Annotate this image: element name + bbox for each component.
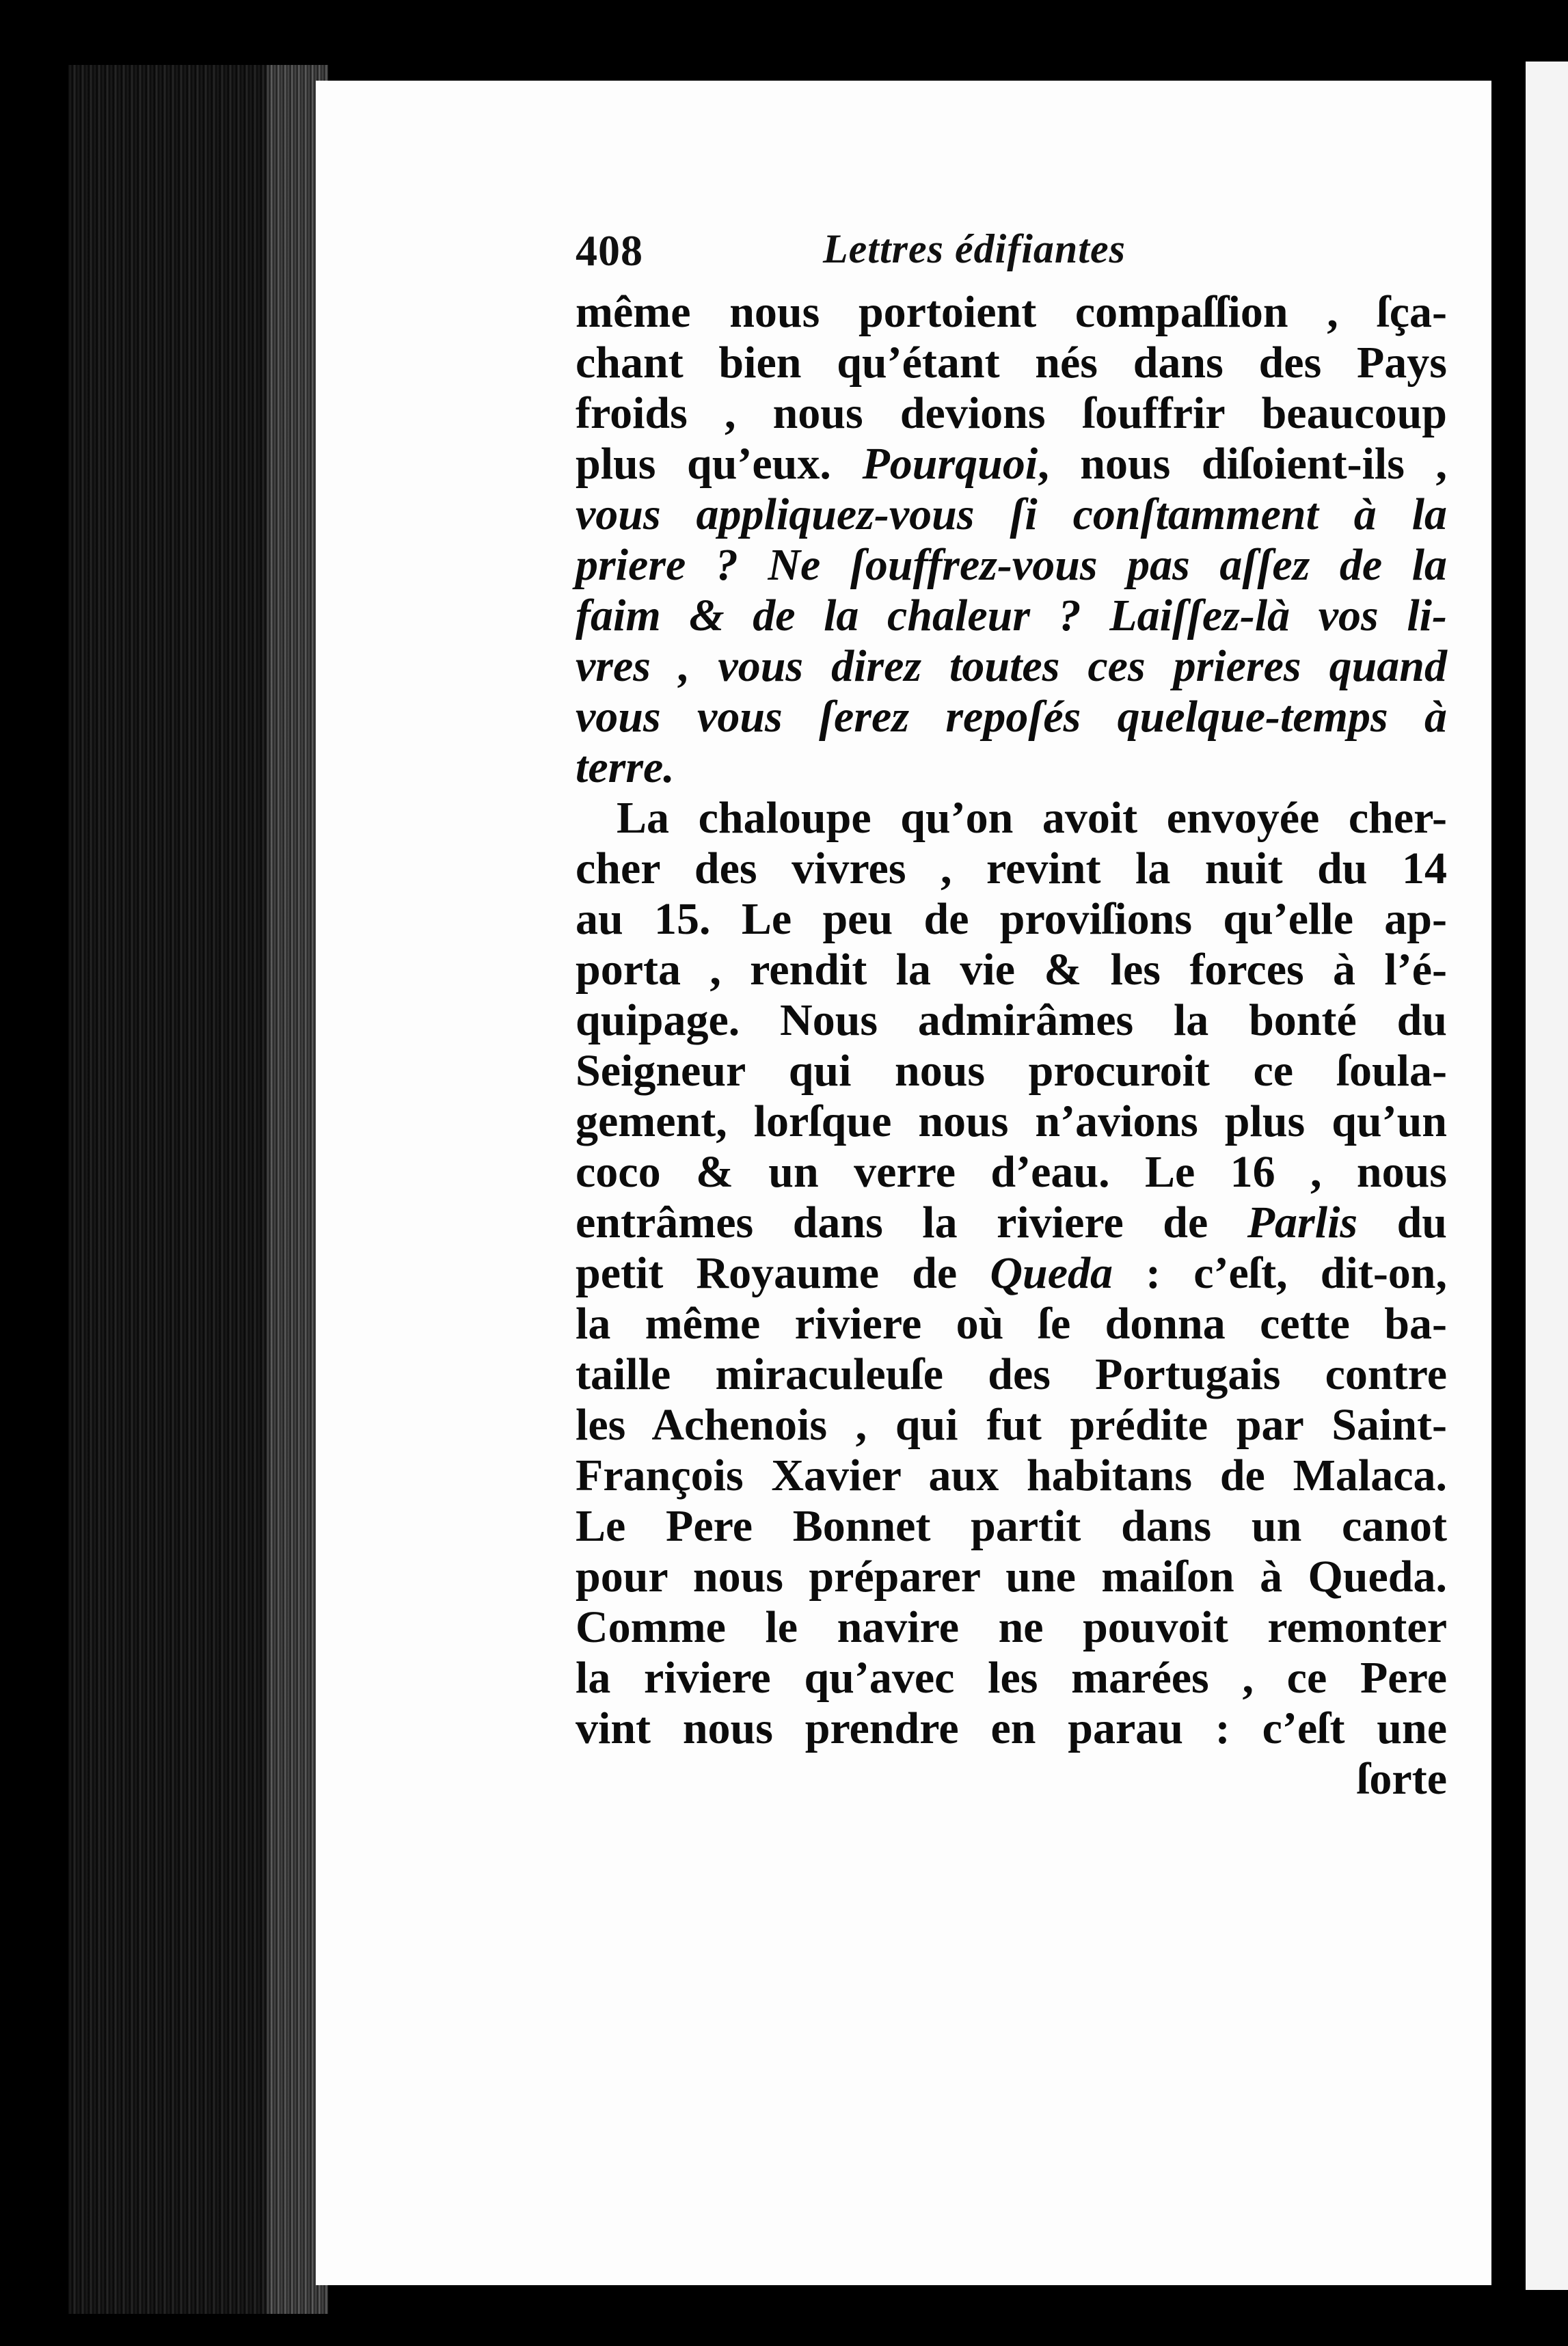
text-line (576, 1198, 1447, 1248)
text-line-segment: au 15. Le peu de proviſions qu’elle ap- (576, 894, 1447, 944)
text-line (576, 1096, 1447, 1147)
text-line (576, 793, 1447, 844)
text-line (576, 894, 1447, 945)
text-line-segment: vint nous prendre en parau : c’eſt une (576, 1703, 1447, 1753)
page-number: 408 (576, 226, 643, 275)
text-line (576, 1602, 1447, 1653)
text-line (576, 540, 1447, 591)
text-line (576, 591, 1447, 641)
text-line (576, 439, 1447, 489)
text-line (576, 995, 1447, 1046)
text-line-segment: entrâmes dans la riviere de (576, 1198, 1208, 1248)
text-line (576, 1349, 1447, 1400)
text-line (576, 1653, 1447, 1703)
text-line-segment: faim & de la chaleur ? Laiſſez-là vos li- (576, 591, 1447, 641)
text-line-segment: froids , nous devions ſouffrir beaucoup (576, 388, 1447, 438)
text-line-segment: vous vous ſerez repoſés quelque-temps à (576, 692, 1447, 742)
running-title: Lettres édifiantes (823, 226, 1126, 271)
text-line (576, 1703, 1447, 1754)
text-line-segment: les Achenois , qui fut prédite par Saint- (576, 1400, 1447, 1450)
text-line (576, 641, 1447, 692)
text-line (576, 1400, 1447, 1451)
text-line-segment: gement, lorſque nous n’avions plus qu’un (576, 1096, 1447, 1146)
text-line (576, 742, 1447, 793)
italic-term: Queda (990, 1248, 1113, 1298)
text-line (576, 692, 1447, 742)
text-line-segment: la riviere qu’avec les marées , ce Pere (576, 1653, 1447, 1703)
text-line (576, 388, 1447, 439)
text-line (576, 844, 1447, 894)
text-line-tail: : c’eſt, dit-on, (1113, 1248, 1448, 1298)
catchword: ſorte (1357, 1754, 1447, 1804)
text-line-segment: la même riviere où ſe donna cette ba- (576, 1299, 1447, 1349)
text-line-segment: terre. (576, 742, 675, 792)
text-line-tail: , nous diſoient-ils , (1038, 439, 1448, 489)
text-line (576, 1248, 1447, 1299)
text-line-segment: vres , vous direz toutes ces prieres quand (576, 641, 1447, 691)
text-line-segment: taille miraculeuſe des Portugais contre (576, 1349, 1447, 1399)
text-line-segment: Le Pere Bonnet partit dans un canot (576, 1501, 1447, 1551)
facing-page-edge (1516, 62, 1568, 2290)
text-line (576, 1451, 1447, 1501)
text-line (576, 338, 1447, 388)
text-line (576, 1501, 1447, 1552)
text-line-segment: vous appliquez-vous ſi conſtamment à la (576, 489, 1447, 539)
text-line (576, 1046, 1447, 1096)
body-text (576, 287, 1447, 1805)
text-line-segment: François Xavier aux habitans de Malaca. (576, 1451, 1447, 1500)
book-page-edges (68, 65, 328, 2314)
text-line-segment: quipage. Nous admirâmes la bonté du (576, 995, 1447, 1045)
text-line (576, 945, 1447, 995)
text-line-segment: chant bien qu’étant nés dans des Pays (576, 338, 1447, 388)
text-line-segment: Seigneur qui nous procuroit ce ſoula- (576, 1046, 1447, 1096)
text-line (576, 287, 1447, 338)
italic-term: Parlis (1247, 1198, 1358, 1248)
text-line (576, 1147, 1447, 1198)
text-line-segment: porta , rendit la vie & les forces à l’é- (576, 945, 1447, 995)
text-line-segment: priere ? Ne ſouffrez-vous pas aſſez de la (576, 540, 1447, 590)
text-line-segment: plus qu’eux. (576, 439, 831, 489)
text-line-segment: pour nous préparer une maiſon à Queda. (576, 1552, 1447, 1602)
running-header (576, 226, 1163, 287)
text-line (576, 1299, 1447, 1349)
text-line-segment: petit Royaume de (576, 1248, 958, 1298)
text-line-segment: Comme le navire ne pouvoit remonter (576, 1602, 1447, 1652)
text-line-tail: du (1357, 1198, 1447, 1248)
text-line-segment: La chaloupe qu’on avoit envoyée cher- (617, 793, 1447, 843)
text-line-segment: cher des vivres , revint la nuit du 14 (576, 844, 1447, 893)
text-line (576, 489, 1447, 540)
text-line (576, 1552, 1447, 1602)
text-line-segment: même nous portoient compaſſion , ſça- (576, 287, 1447, 337)
italic-term: Pourquoi (862, 439, 1038, 489)
text-line-segment: coco & un verre d’eau. Le 16 , nous (576, 1147, 1447, 1197)
